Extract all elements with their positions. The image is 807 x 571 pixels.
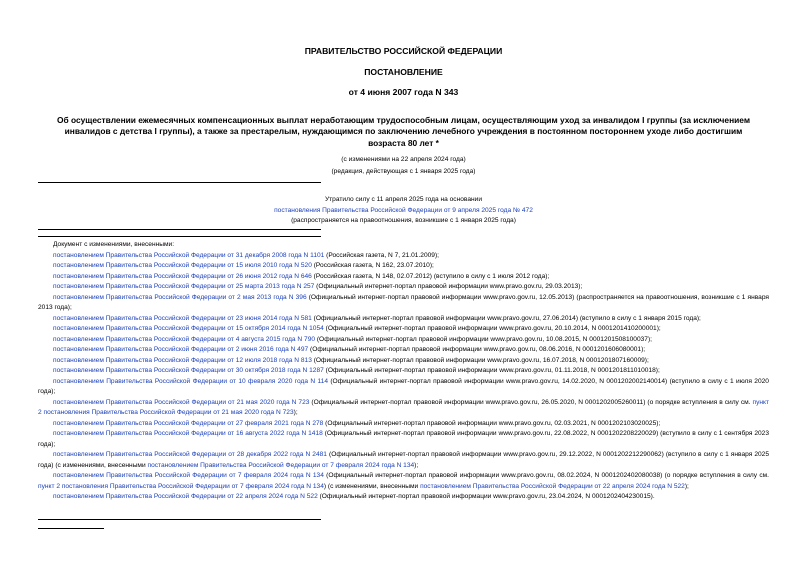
document-title xyxy=(38,115,769,149)
amendment-link[interactable]: постановлением Правительства Российской Федерации от 28 декабря 2022 года N 2481 xyxy=(53,451,327,458)
amendment-link[interactable]: постановлением Правительства Российской Федерации от 22 апреля 2024 года N 522 xyxy=(420,482,685,490)
list-item: постановлением Правительства Российской Федерации от 4 августа 2015 года N 790 (Официальный интернет-портал правовой информации www.pravo.gov.ru, 10.08.2015, N 0001201508100037); xyxy=(53,335,652,343)
list-item: постановлением Правительства Российской Федерации от 31 декабря 2008 года N 1101 (Российская газета, N 7, 21.01.2009); xyxy=(53,251,439,259)
list-item: постановлением Правительства Российской Федерации от 16 августа 2022 года N 1418 (Официальный интернет-портал правовой информации www.pravo.gov.ru, 22.08.2022, N 0001202208220029) (вступило в силу с 1 сентября 2023 года); xyxy=(38,430,769,448)
amendment-link[interactable]: постановлением Правительства Российской Федерации от 4 августа 2015 года N 790 xyxy=(53,335,316,343)
amendment-link[interactable]: постановлением Правительства Российской Федерации от 7 февраля 2024 года N 134 xyxy=(147,461,415,469)
footnote-divider xyxy=(38,528,104,529)
list-item: постановлением Правительства Российской Федерации от 15 июля 2010 года N 520 (Российская газета, N 162, 23.07.2010); xyxy=(53,262,434,269)
list-item: постановлением Правительства Российской Федерации от 2 июня 2016 года N 497 (Официальный интернет-портал правовой информации www.pravo.gov.ru, 08.06.2016, N 0001201606080001); xyxy=(53,346,646,353)
amendment-link[interactable]: постановлением Правительства Российской Федерации от 2 июня 2016 года N 497 xyxy=(53,346,309,353)
amendment-link[interactable]: постановлением Правительства Российской Федерации от 31 декабря 2008 года N 1101 xyxy=(53,251,325,259)
list-item: постановлением Правительства Российской Федерации от 21 мая 2020 года N 723 (Официальный интернет-портал правовой информации www.pravo.gov.ru, 26.05.2020, N 0001202005260011) (о порядке вступления в силу см. пункт 2 постановления Правительства Российской Федерации от 21 мая 2020 года N 723); xyxy=(38,398,770,416)
list-item: постановлением Правительства Российской Федерации от 12 июля 2018 года N 813 (Официальный интернет-портал правовой информации www.pravo.gov.ru, 16.07.2018, N 0001201807160009); xyxy=(53,356,649,364)
list-item: постановлением Правительства Российской Федерации от 10 февраля 2020 года N 114 (Официальный интернет-портал правовой информации www.pravo.gov.ru, 14.02.2020, N 0001202002140014) (вступило в силу с 1 июля 2020 года); xyxy=(38,377,769,395)
divider xyxy=(38,236,321,237)
list-item: постановлением Правительства Российской Федерации от 15 октября 2014 года N 1054 (Официальный интернет-портал правовой информации www.pravo.gov.ru, 20.10.2014, N 0001201410200001); xyxy=(53,325,661,332)
amendment-link[interactable]: постановлением Правительства Российской Федерации от 30 октября 2018 года N 1287 xyxy=(53,367,324,374)
repeal-notice: Утратило силу с 11 апреля 2025 года на основании xyxy=(324,196,483,203)
amendment-link[interactable]: постановлением Правительства Российской Федерации от 21 мая 2020 года N 723 xyxy=(53,398,310,406)
government-name: ПРАВИТЕЛЬСТВО РОССИЙСКОЙ ФЕДЕРАЦИИ xyxy=(304,46,503,56)
amendment-link[interactable]: постановлением Правительства Российской Федерации от 10 февраля 2020 года N 114 xyxy=(53,377,328,385)
title-line: возраста 80 лет * xyxy=(368,137,439,148)
divider xyxy=(38,229,321,230)
list-item: постановлением Правительства Российской Федерации от 22 апреля 2024 года N 522 (Официальный интернет-портал правовой информации www.pravo.gov.ru, 23.04.2024, N 0001202404230015). xyxy=(53,493,655,500)
amendment-link[interactable]: постановлением Правительства Российской Федерации от 15 октября 2014 года N 1054 xyxy=(53,325,324,332)
list-item: постановлением Правительства Российской Федерации от 30 октября 2018 года N 1287 (Официальный интернет-портал правовой информации www.pravo.gov.ru, 01.11.2018, N 0001201811010018); xyxy=(53,367,660,374)
amendments-list xyxy=(38,240,769,503)
repeal-scope: (распространяется на правоотношения, возникшие с 1 января 2025 года) xyxy=(291,217,516,224)
amendment-link[interactable]: постановлением Правительства Российской Федерации от 16 августа 2022 года N 1418 xyxy=(53,430,323,437)
list-item: постановлением Правительства Российской Федерации от 7 февраля 2024 года N 134 (Официальный интернет-портал правовой информации www.pravo.gov.ru, 08.02.2024, N 0001202402080038) (о порядке вступления в силу см. пункт 2 постановления Правительства Российской Федерации от 7 февраля 2024 года N 134) (с изменениями, внесенными постановлением Правительства Российской Федерации от 22 апреля 2024 года N 522); xyxy=(38,472,769,490)
amendment-link[interactable]: постановлением Правительства Российской Федерации от 7 февраля 2024 года N 134 xyxy=(53,472,324,479)
divider xyxy=(38,182,321,183)
edition-note: (редакция, действующая с 1 января 2025 года) xyxy=(331,168,476,175)
amendment-link[interactable]: постановлением Правительства Российской Федерации от 22 апреля 2024 года N 522 xyxy=(53,493,318,500)
title-line: Об осуществлении ежемесячных компенсационных выплат неработающим трудоспособным лицам, осуществляющим уход за инвалидом I группы (за исключением xyxy=(56,115,751,125)
document-date-number: от 4 июня 2007 года N 343 xyxy=(348,87,459,97)
amendment-link[interactable]: постановлением Правительства Российской Федерации от 15 июля 2010 года N 520 xyxy=(53,262,312,269)
list-item: постановлением Правительства Российской Федерации от 2 мая 2013 года N 396 (Официальный интернет-портал правовой информации www.pravo.gov.ru, 12.05.2013) (распространяется на правоотношения, возникшие с 1 января 2013 года); xyxy=(38,293,769,311)
amendment-link[interactable]: постановлением Правительства Российской Федерации от 26 июня 2012 года N 646 xyxy=(53,272,312,280)
amendment-link[interactable]: постановлением Правительства Российской Федерации от 27 февраля 2021 года N 278 xyxy=(53,419,324,427)
list-item: постановлением Правительства Российской Федерации от 27 февраля 2021 года N 278 (Официальный интернет-портал правовой информации www.pravo.gov.ru, 02.03.2021, N 0001202103020025); xyxy=(53,419,661,427)
amendment-link[interactable]: постановлением Правительства Российской Федерации от 2 мая 2013 года N 396 xyxy=(53,293,307,301)
amendment-link[interactable]: постановлением Правительства Российской Федерации от 12 июля 2018 года N 813 xyxy=(53,356,312,364)
list-item: постановлением Правительства Российской Федерации от 25 марта 2013 года N 257 (Официальный интернет-портал правовой информации www.pravo.gov.ru, 29.03.2013); xyxy=(53,283,583,290)
list-item: постановлением Правительства Российской Федерации от 26 июня 2012 года N 646 (Российская газета, N 148, 02.07.2012) (вступило в силу с 1 июля 2012 года); xyxy=(53,272,550,280)
amendment-link[interactable]: постановлением Правительства Российской Федерации от 25 марта 2013 года N 257 xyxy=(53,283,315,290)
title-line: инвалидов с детства I группы), а также за престарелым, нуждающимся по заключению лечебного учреждения в постоянном постороннем уходе либо достигшим xyxy=(64,126,743,137)
changes-note: (с изменениями на 22 апреля 2024 года) xyxy=(341,156,466,163)
divider xyxy=(38,519,321,520)
document-type: ПОСТАНОВЛЕНИЕ xyxy=(364,67,443,77)
amendment-link[interactable]: постановлением Правительства Российской Федерации от 23 июня 2014 года N 581 xyxy=(53,314,312,322)
amendment-link[interactable]: пункт 2 постановления Правительства Российской Федерации от 7 февраля 2024 года N 134 xyxy=(38,482,324,490)
repeal-link[interactable]: постановления Правительства Российской Федерации от 9 апреля 2025 года № 472 xyxy=(274,207,533,214)
list-item: постановлением Правительства Российской Федерации от 28 декабря 2022 года N 2481 (Официальный интернет-портал правовой информации www.pravo.gov.ru, 29.12.2022, N 0001202212290062) (вступило в силу с 1 января 2025 года) (с изменениями, внесенными постановлением Правительства Российской Федерации от 7 февраля 2024 года N 134); xyxy=(38,451,769,469)
amendments-intro: Документ с изменениями, внесенными: xyxy=(53,241,175,248)
amendment-link[interactable]: пункт 2 постановления Правительства Российской Федерации от 21 мая 2020 года N 723 xyxy=(38,398,770,416)
list-item: постановлением Правительства Российской Федерации от 23 июня 2014 года N 581 (Официальный интернет-портал правовой информации www.pravo.gov.ru, 27.06.2014) (вступило в силу с 1 января 2015 года); xyxy=(53,314,701,322)
